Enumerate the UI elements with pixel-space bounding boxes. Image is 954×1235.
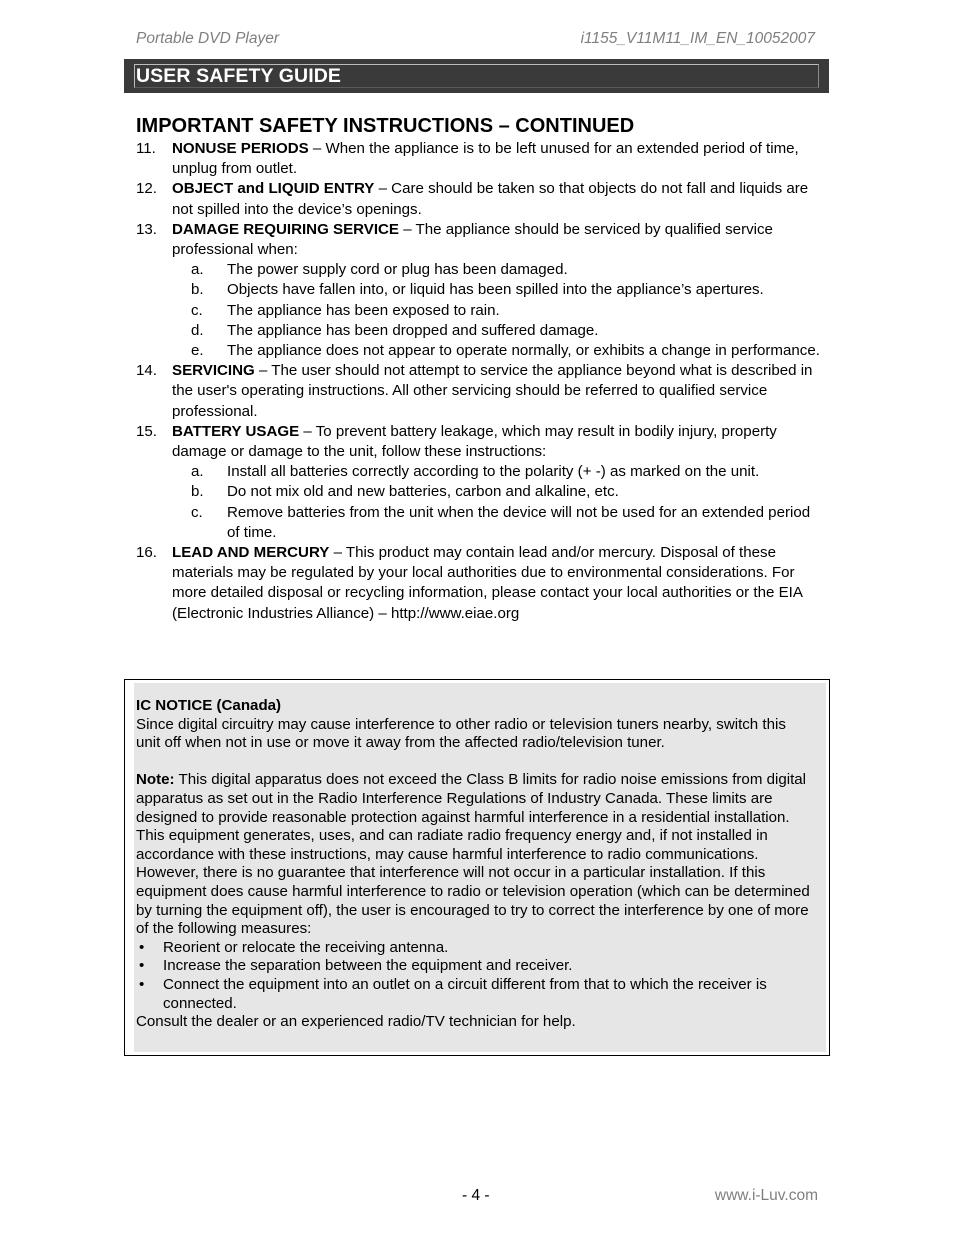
list-item bbox=[136, 220, 826, 260]
list-item bbox=[136, 361, 826, 422]
item-text: – The user should not attempt to service the appliance beyond what is described in the user's operating instructions. All other servicing should be referred to qualified service professional. bbox=[172, 362, 813, 420]
section-banner bbox=[124, 59, 829, 93]
item-text: – Care should be taken so that objects do not fall and liquids are not spilled into the device’s openings. bbox=[172, 180, 809, 218]
bullet-item bbox=[136, 939, 814, 958]
note-text: This digital apparatus does not exceed the Class B limits for radio noise emissions from digital apparatus as set out in the Radio Interference Regulations of Industry Canada. These limits are designed to provide reasonable protection against harmful interference in a residential installation. This equipment generates, uses, and can radiate radio frequency energy and, if not installed in accordance with these instructions, may cause harmful interference to radio communications. However, there is no guarantee that interference will not occur in a particular installation. If this equipment does cause harmful interference to radio or television operation (which can be determined by turning the equipment off), the user is encouraged to try to correct the interference by one of more of the following measures: bbox=[136, 771, 810, 938]
list-item bbox=[136, 422, 826, 462]
notice-closing: Consult the dealer or an experienced radio/TV technician for help. bbox=[136, 1013, 576, 1031]
header-product-name: Portable DVD Player bbox=[136, 30, 280, 47]
sub-item-letter: a. bbox=[191, 261, 204, 279]
list-item bbox=[136, 139, 826, 179]
item-number: 14. bbox=[136, 362, 157, 380]
note-label: Note: bbox=[136, 771, 175, 789]
sub-item-letter: c. bbox=[191, 301, 203, 319]
item-number: 11. bbox=[136, 140, 156, 157]
sub-item bbox=[136, 260, 826, 280]
item-heading: DAMAGE REQUIRING SERVICE bbox=[172, 220, 399, 238]
sub-item-text: Objects have fallen into, or liquid has been spilled into the appliance’s apertures. bbox=[227, 281, 764, 299]
notice-intro: Since digital circuitry may cause interference to other radio or television tuners nearby, switch this unit off when not in use or move it away from the affected radio/television tuner. bbox=[136, 715, 786, 752]
sub-item bbox=[136, 462, 826, 482]
sub-item-text: Remove batteries from the unit when the device will not be used for an extended period of time. bbox=[227, 503, 811, 541]
page-number: - 4 - bbox=[462, 1187, 490, 1204]
list-item bbox=[136, 179, 826, 219]
sub-item-text: The power supply cord or plug has been damaged. bbox=[227, 261, 568, 279]
sub-item bbox=[136, 321, 826, 341]
bullet-icon: • bbox=[139, 938, 145, 956]
item-text: – When the appliance is to be left unused for an extended period of time, unplug from outlet. bbox=[172, 140, 799, 178]
sub-item bbox=[136, 280, 826, 300]
bullet-item bbox=[136, 957, 814, 976]
item-heading: SERVICING bbox=[172, 362, 255, 380]
sub-item bbox=[136, 341, 826, 361]
bullet-text: Increase the separation between the equipment and receiver. bbox=[163, 957, 573, 975]
section-title: IMPORTANT SAFETY INSTRUCTIONS – CONTINUED bbox=[136, 115, 635, 137]
sub-item-text: The appliance has been dropped and suffered damage. bbox=[227, 321, 599, 339]
ic-notice-box bbox=[124, 679, 830, 1056]
sub-item bbox=[136, 482, 826, 502]
item-number: 12. bbox=[136, 180, 157, 198]
header-document-code: i1155_V11M11_IM_EN_10052007 bbox=[580, 30, 815, 47]
item-number: 16. bbox=[136, 544, 157, 562]
banner-title: USER SAFETY GUIDE bbox=[136, 65, 342, 87]
item-number: 13. bbox=[136, 220, 157, 238]
sub-item-text: Install all batteries correctly according to the polarity (+ -) as marked on the unit. bbox=[227, 463, 760, 481]
sub-item-letter: e. bbox=[191, 342, 204, 360]
sub-item-letter: a. bbox=[191, 463, 204, 481]
sub-item-letter: b. bbox=[191, 281, 204, 299]
sub-item-letter: b. bbox=[191, 483, 204, 501]
sub-item-letter: c. bbox=[191, 503, 203, 521]
sub-item bbox=[136, 503, 826, 543]
item-text: – The appliance should be serviced by qualified service professional when: bbox=[172, 220, 773, 259]
footer-url: www.i-Luv.com bbox=[714, 1187, 818, 1204]
bullet-icon: • bbox=[139, 957, 145, 975]
list-item bbox=[136, 543, 826, 624]
item-number: 15. bbox=[136, 422, 157, 440]
bullet-item bbox=[136, 976, 814, 1013]
bullet-text: Reorient or relocate the receiving antenna. bbox=[163, 938, 449, 956]
notice-title: IC NOTICE (Canada) bbox=[136, 697, 282, 714]
item-heading: BATTERY USAGE bbox=[172, 422, 300, 440]
item-heading: LEAD AND MERCURY bbox=[172, 544, 330, 562]
sub-item-letter: d. bbox=[191, 321, 204, 339]
bullet-icon: • bbox=[139, 975, 145, 993]
sub-item-text: The appliance does not appear to operate normally, or exhibits a change in performance. bbox=[227, 342, 820, 360]
item-heading: NONUSE PERIODS bbox=[172, 140, 309, 157]
sub-item bbox=[136, 301, 826, 321]
notice-content bbox=[136, 697, 814, 1032]
item-text: – This product may contain lead and/or mercury. Disposal of these materials may be regulated by your local authorities due to environmental considerations. For more detailed disposal or recycling information, please contact your local authorities or the EIA (Electronic Industries Alliance) – http://www.eiae.org bbox=[172, 544, 803, 622]
item-text: – To prevent battery leakage, which may result in bodily injury, property damage or damage to the unit, follow these instructions: bbox=[172, 422, 777, 461]
sub-item-text: The appliance has been exposed to rain. bbox=[227, 301, 500, 319]
item-heading: OBJECT and LIQUID ENTRY bbox=[172, 180, 375, 198]
safety-instructions-list bbox=[136, 139, 826, 624]
bullet-text: Connect the equipment into an outlet on a circuit different from that to which the receiver is connected. bbox=[163, 975, 767, 1012]
sub-item-text: Do not mix old and new batteries, carbon and alkaline, etc. bbox=[227, 483, 619, 501]
